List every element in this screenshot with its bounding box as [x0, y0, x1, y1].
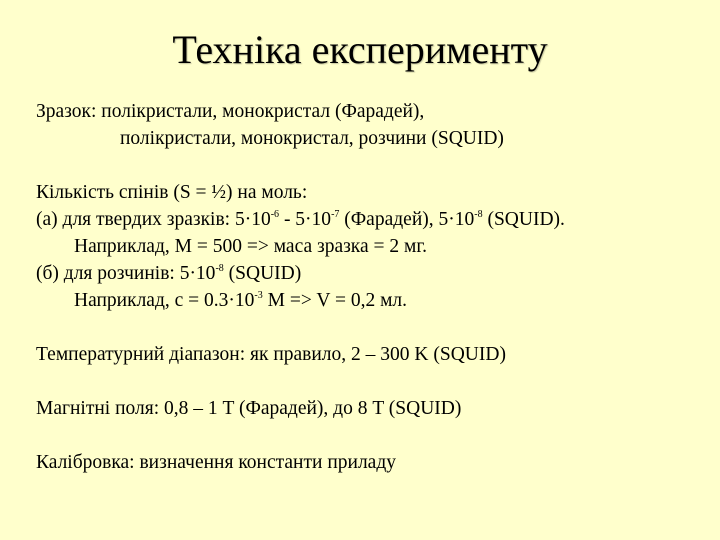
spins-solid-text-b: - 5·10: [279, 209, 332, 230]
spins-solution-text-b: (SQUID): [223, 263, 302, 284]
spins-solid-text-d: (SQUID).: [482, 209, 565, 230]
spins-solid-example: Наприклад, M = 500 => маса зразка = 2 мг.: [74, 236, 428, 257]
spins-solution-example-exp: -3: [254, 290, 263, 301]
spins-solution-exp: -8: [215, 263, 224, 274]
spins-solution-example-a: Наприклад, c = 0.3·10: [74, 290, 255, 311]
spins-solution-example-b: M => V = 0,2 мл.: [262, 290, 408, 311]
temperature-range: Температурний діапазон: як правило, 2 – 300 K (SQUID): [36, 344, 506, 365]
slide-content: [36, 98, 706, 476]
sample-line-2: полікристали, монокристал, розчини (SQUID): [120, 128, 504, 149]
sample-line-1: Зразок: полікристали, монокристал (Фарадей),: [36, 101, 425, 122]
spins-solid-exp-2: -7: [331, 209, 340, 220]
spins-header: Кількість спінів (S = ½) на моль:: [36, 182, 308, 203]
spins-solid-text-c: (Фарадей), 5·10: [339, 209, 475, 230]
spins-solid-exp-3: -8: [474, 209, 483, 220]
spins-solid-exp-1: -6: [270, 209, 280, 220]
magnetic-fields: Магнітні поля: 0,8 – 1 T (Фарадей), до 8 T (SQUID): [36, 398, 462, 419]
calibration: Калібровка: визначення константи приладу: [36, 452, 396, 473]
slide-title: Техніка експерименту: [172, 27, 548, 72]
spacer: [36, 422, 706, 449]
spacer: [36, 368, 706, 395]
spins-solution-text-a: (б) для розчинів: 5·10: [36, 263, 216, 284]
spacer: [36, 152, 706, 179]
spins-solution-line: [36, 260, 706, 287]
spins-solution-example: [36, 287, 706, 314]
spins-solid-text-a: (а) для твердих зразків: 5·10: [36, 209, 271, 230]
spacer: [36, 314, 706, 341]
spins-solid-line: [36, 206, 706, 233]
